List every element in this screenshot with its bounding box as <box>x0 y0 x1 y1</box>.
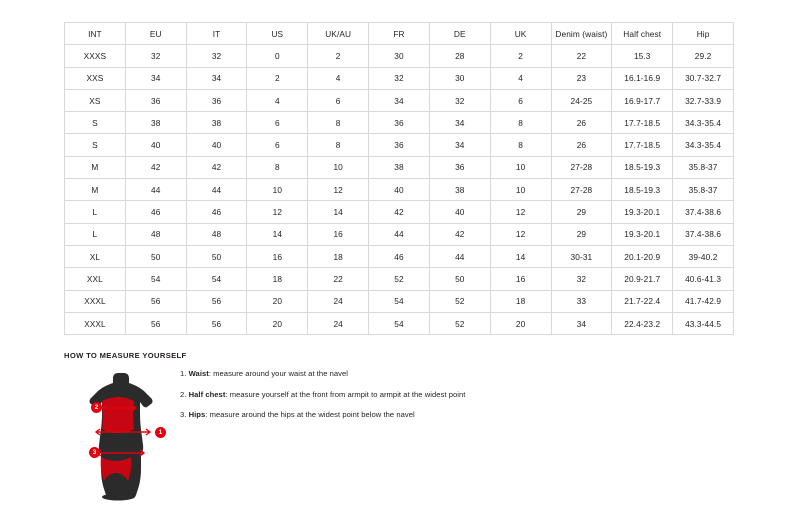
table-cell: 21.7-22.4 <box>612 290 673 312</box>
table-cell: 14 <box>308 201 369 223</box>
table-cell: 30 <box>429 67 490 89</box>
table-cell: 16 <box>247 245 308 267</box>
table-cell: 34 <box>125 67 186 89</box>
howto-item-term: Waist <box>188 369 209 378</box>
howto-item <box>180 368 610 379</box>
table-cell: 4 <box>247 89 308 111</box>
table-cell: 18 <box>247 268 308 290</box>
table-cell: 29.2 <box>673 45 734 67</box>
table-cell: 50 <box>429 268 490 290</box>
table-cell: 17.7-18.5 <box>612 112 673 134</box>
table-cell: 33 <box>551 290 612 312</box>
table-cell: 4 <box>490 67 551 89</box>
table-cell: XS <box>65 89 126 111</box>
table-cell: 12 <box>490 223 551 245</box>
table-cell: 20 <box>490 312 551 334</box>
column-header-fr: FR <box>369 23 430 45</box>
table-cell: 16.9-17.7 <box>612 89 673 111</box>
table-row <box>65 134 734 156</box>
table-row <box>65 67 734 89</box>
table-cell: 32 <box>551 268 612 290</box>
table-cell: 24-25 <box>551 89 612 111</box>
table-cell: 32 <box>429 89 490 111</box>
table-cell: XL <box>65 245 126 267</box>
size-table-head <box>65 23 734 45</box>
table-cell: 12 <box>490 201 551 223</box>
table-row <box>65 223 734 245</box>
table-header-row <box>65 23 734 45</box>
table-cell: 6 <box>490 89 551 111</box>
table-cell: 34.3-35.4 <box>673 134 734 156</box>
table-cell: 42 <box>186 156 247 178</box>
table-cell: 34 <box>186 67 247 89</box>
table-cell: M <box>65 179 126 201</box>
column-header-half-chest: Half chest <box>612 23 673 45</box>
table-cell: XXXL <box>65 290 126 312</box>
table-cell: 50 <box>186 245 247 267</box>
table-cell: 30 <box>369 45 430 67</box>
table-cell: 36 <box>369 112 430 134</box>
table-cell: 46 <box>369 245 430 267</box>
table-cell: 32 <box>369 67 430 89</box>
table-cell: 32 <box>186 45 247 67</box>
table-cell: 6 <box>247 134 308 156</box>
table-cell: 20.1-20.9 <box>612 245 673 267</box>
table-cell: 34 <box>429 112 490 134</box>
table-cell: 12 <box>308 179 369 201</box>
table-cell: 26 <box>551 134 612 156</box>
table-cell: 56 <box>186 312 247 334</box>
table-cell: 34 <box>429 134 490 156</box>
table-row <box>65 312 734 334</box>
table-cell: 40 <box>369 179 430 201</box>
table-cell: 14 <box>247 223 308 245</box>
table-cell: 54 <box>125 268 186 290</box>
table-cell: 30.7-32.7 <box>673 67 734 89</box>
howto-item-number: 3. <box>180 410 187 419</box>
howto-item-term: Hips <box>188 410 206 419</box>
table-cell: 34 <box>369 89 430 111</box>
table-cell: 10 <box>308 156 369 178</box>
table-cell: S <box>65 134 126 156</box>
table-cell: 2 <box>247 67 308 89</box>
table-cell: 6 <box>247 112 308 134</box>
table-cell: 40 <box>125 134 186 156</box>
table-cell: XXXS <box>65 45 126 67</box>
table-cell: 17.7-18.5 <box>612 134 673 156</box>
table-cell: 42 <box>429 223 490 245</box>
table-cell: 44 <box>369 223 430 245</box>
table-row <box>65 45 734 67</box>
column-header-eu: EU <box>125 23 186 45</box>
howto-item-text: : measure around your waist at the navel <box>208 369 349 378</box>
table-cell: 34 <box>551 312 612 334</box>
table-cell: 16 <box>490 268 551 290</box>
table-cell: 29 <box>551 201 612 223</box>
table-cell: 2 <box>308 45 369 67</box>
table-cell: 24 <box>308 312 369 334</box>
figure-badge-1: 1 <box>155 427 166 438</box>
table-cell: L <box>65 223 126 245</box>
table-cell: 44 <box>186 179 247 201</box>
table-cell: 22 <box>308 268 369 290</box>
size-table <box>64 22 734 335</box>
column-header-us: US <box>247 23 308 45</box>
table-cell: 52 <box>369 268 430 290</box>
table-cell: 32 <box>125 45 186 67</box>
howto-item-text: : measure around the hips at the widest point below the navel <box>205 410 415 419</box>
table-cell: 34.3-35.4 <box>673 112 734 134</box>
size-table-body <box>65 45 734 335</box>
table-cell: 36 <box>125 89 186 111</box>
table-cell: 2 <box>490 45 551 67</box>
table-cell: 20 <box>247 290 308 312</box>
mannequin-body <box>90 373 153 501</box>
column-header-it: IT <box>186 23 247 45</box>
figure-badge-2: 2 <box>91 402 102 413</box>
table-cell: 12 <box>247 201 308 223</box>
table-row <box>65 268 734 290</box>
table-row <box>65 179 734 201</box>
table-cell: 14 <box>490 245 551 267</box>
table-cell: 16 <box>308 223 369 245</box>
column-header-uk-au: UK/AU <box>308 23 369 45</box>
table-row <box>65 112 734 134</box>
table-cell: 44 <box>125 179 186 201</box>
size-table-container <box>64 22 734 335</box>
table-cell: 36 <box>369 134 430 156</box>
table-cell: 8 <box>490 134 551 156</box>
table-cell: 30-31 <box>551 245 612 267</box>
table-cell: 16.1-16.9 <box>612 67 673 89</box>
table-cell: 50 <box>125 245 186 267</box>
table-cell: 19.3-20.1 <box>612 223 673 245</box>
howto-title: HOW TO MEASURE YOURSELF <box>64 351 187 360</box>
table-cell: M <box>65 156 126 178</box>
table-cell: 8 <box>247 156 308 178</box>
table-cell: 37.4-38.6 <box>673 201 734 223</box>
table-cell: 48 <box>186 223 247 245</box>
table-cell: 20.9-21.7 <box>612 268 673 290</box>
table-row <box>65 245 734 267</box>
table-cell: 40 <box>429 201 490 223</box>
table-cell: 38 <box>429 179 490 201</box>
table-cell: 52 <box>429 290 490 312</box>
table-cell: 15.3 <box>612 45 673 67</box>
table-cell: 42 <box>369 201 430 223</box>
table-cell: XXXL <box>65 312 126 334</box>
table-cell: 18.5-19.3 <box>612 179 673 201</box>
table-cell: L <box>65 201 126 223</box>
table-cell: 38 <box>369 156 430 178</box>
table-cell: 38 <box>186 112 247 134</box>
table-cell: 8 <box>308 112 369 134</box>
table-cell: 36 <box>186 89 247 111</box>
table-cell: 35.8-37 <box>673 156 734 178</box>
table-cell: 38 <box>125 112 186 134</box>
column-header-uk: UK <box>490 23 551 45</box>
table-cell: 10 <box>247 179 308 201</box>
table-cell: 19.3-20.1 <box>612 201 673 223</box>
table-cell: XXS <box>65 67 126 89</box>
table-cell: 18 <box>308 245 369 267</box>
table-cell: 37.4-38.6 <box>673 223 734 245</box>
table-cell: 54 <box>186 268 247 290</box>
table-cell: 23 <box>551 67 612 89</box>
table-cell: 41.7-42.9 <box>673 290 734 312</box>
table-cell: XXL <box>65 268 126 290</box>
table-cell: 0 <box>247 45 308 67</box>
table-row <box>65 156 734 178</box>
table-cell: 20 <box>247 312 308 334</box>
column-header-int: INT <box>65 23 126 45</box>
howto-instruction-list <box>180 368 610 430</box>
table-row <box>65 89 734 111</box>
table-cell: 24 <box>308 290 369 312</box>
howto-item-number: 1. <box>180 369 187 378</box>
table-row <box>65 290 734 312</box>
table-cell: 56 <box>186 290 247 312</box>
table-cell: 22.4-23.2 <box>612 312 673 334</box>
table-cell: 46 <box>125 201 186 223</box>
table-cell: 8 <box>490 112 551 134</box>
table-cell: 27-28 <box>551 156 612 178</box>
column-header-hip: Hip <box>673 23 734 45</box>
measurement-figure <box>64 365 182 505</box>
table-cell: 32.7-33.9 <box>673 89 734 111</box>
table-cell: 27-28 <box>551 179 612 201</box>
table-cell: 42 <box>125 156 186 178</box>
table-cell: 39-40.2 <box>673 245 734 267</box>
table-cell: 18.5-19.3 <box>612 156 673 178</box>
table-cell: 56 <box>125 312 186 334</box>
column-header-de: DE <box>429 23 490 45</box>
table-cell: 35.8-37 <box>673 179 734 201</box>
column-header-denim-waist: Denim (waist) <box>551 23 612 45</box>
table-cell: 8 <box>308 134 369 156</box>
howto-item-number: 2. <box>180 389 187 399</box>
table-cell: 28 <box>429 45 490 67</box>
table-cell: 40 <box>186 134 247 156</box>
table-cell: 52 <box>429 312 490 334</box>
table-cell: 56 <box>125 290 186 312</box>
table-cell: S <box>65 112 126 134</box>
table-cell: 29 <box>551 223 612 245</box>
table-cell: 54 <box>369 290 430 312</box>
table-cell: 22 <box>551 45 612 67</box>
table-cell: 40.6-41.3 <box>673 268 734 290</box>
table-cell: 54 <box>369 312 430 334</box>
table-cell: 18 <box>490 290 551 312</box>
table-cell: 48 <box>125 223 186 245</box>
howto-item <box>180 409 610 420</box>
table-row <box>65 201 734 223</box>
table-cell: 10 <box>490 179 551 201</box>
table-cell: 4 <box>308 67 369 89</box>
table-cell: 6 <box>308 89 369 111</box>
howto-item-term: Half chest <box>188 389 226 399</box>
table-cell: 10 <box>490 156 551 178</box>
table-cell: 43.3-44.5 <box>673 312 734 334</box>
table-cell: 44 <box>429 245 490 267</box>
table-cell: 46 <box>186 201 247 223</box>
table-cell: 26 <box>551 112 612 134</box>
table-cell: 36 <box>429 156 490 178</box>
howto-item <box>180 389 610 400</box>
howto-item-text: : measure yourself at the front from armpit to armpit at the widest point <box>225 389 466 399</box>
figure-badge-3: 3 <box>89 447 100 458</box>
